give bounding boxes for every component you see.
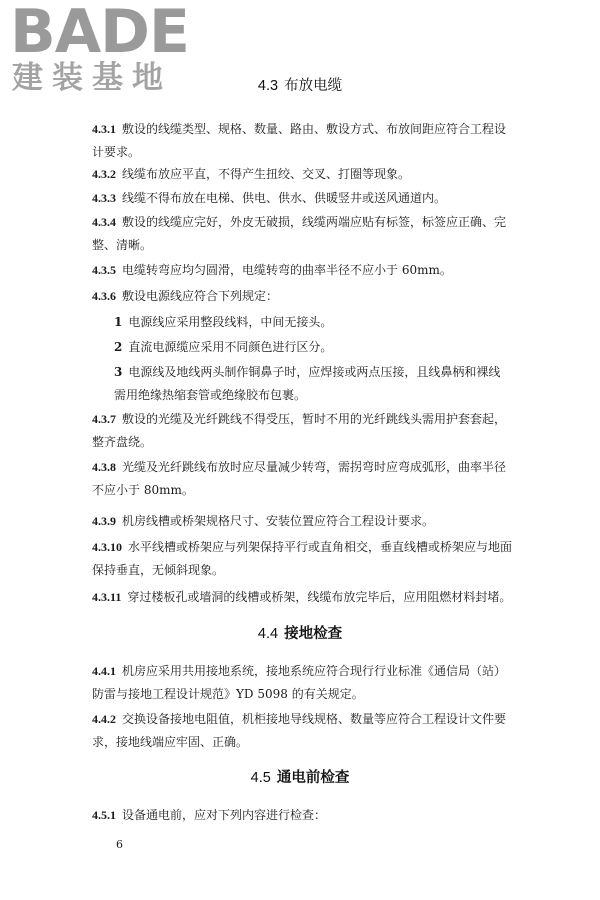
- section-title-text: 通电前检查: [276, 769, 350, 786]
- item-text: 直流电源缆应采用不同颜色进行区分。: [128, 340, 333, 354]
- clause-4-3-6-item-2: [114, 336, 512, 359]
- section-title-text: 布放电缆: [284, 78, 343, 94]
- clause-4-3-11: [92, 586, 512, 609]
- clause-number: 4.3.1: [92, 122, 116, 136]
- logo-wordmark: BADE: [10, 0, 189, 67]
- clause-4-3-6: [92, 285, 512, 308]
- clause-text: 电缆转弯应均匀圆滑，电缆转弯的曲率半径不应小于 60mm。: [122, 263, 452, 277]
- clause-text: 敷设的光缆及光纤跳线不得受压，暂时不用的光纤跳线头需用护套套起，整齐盘绕。: [92, 412, 507, 449]
- clause-text: 光缆及光纤跳线布放时应尽量减少转弯，需拐弯时应弯成弧形，曲率半径不应小于 80mm。: [92, 460, 507, 497]
- clause-number: 4.5.1: [92, 808, 116, 822]
- clause-4-3-4: [92, 211, 512, 256]
- clause-text: 穿过楼板孔或墙洞的线槽或桥架，线缆布放完毕后，应用阻燃材料封堵。: [127, 590, 512, 604]
- clause-number: 4.3.2: [92, 167, 116, 181]
- clause-4-5-1: [92, 804, 512, 827]
- section-title-4-5: [0, 768, 600, 788]
- clause-number: 4.3.8: [92, 460, 116, 474]
- clause-text: 机房应采用共用接地系统，接地系统应符合现行行业标准《通信局（站）防雷与接地工程设计规范》YD 5098 的有关规定。: [92, 664, 507, 701]
- page-number: 6: [116, 838, 123, 851]
- clause-number: 4.3.4: [92, 215, 116, 229]
- section-number: 4.4: [257, 626, 279, 642]
- item-text: 电源线应采用整段线料，中间无接头。: [128, 315, 333, 329]
- clause-4-3-9: [92, 510, 512, 533]
- clause-4-3-7: [92, 408, 512, 453]
- item-number: 1: [114, 315, 123, 329]
- logo-chinese-text: 建装基地: [12, 60, 172, 96]
- clause-4-3-8: [92, 456, 512, 501]
- clause-4-4-2: [92, 708, 512, 753]
- clause-text: 交换设备接地电阻值，机柜接地导线规格、数量等应符合工程设计文件要求，接地线端应牢固、正确。: [92, 712, 507, 749]
- section-number: 4.3: [257, 78, 279, 94]
- clause-text: 敷设的线缆类型、规格、数量、路由、敷设方式、布放间距应符合工程设计要求。: [92, 122, 507, 159]
- clause-number: 4.3.7: [92, 412, 116, 426]
- clause-number: 4.3.10: [92, 540, 122, 554]
- clause-number: 4.4.2: [92, 712, 116, 726]
- clause-4-3-1: [92, 118, 512, 163]
- clause-number: 4.3.9: [92, 514, 116, 528]
- section-title-text: 接地检查: [284, 625, 343, 642]
- clause-text: 线缆布放应平直，不得产生扭绞、交叉、打圈等现象。: [122, 167, 411, 181]
- item-text: 电源线及地线两头制作铜鼻子时，应焊接或两点压接，且线鼻柄和裸线需用绝缘热缩套管或绝缘胶布包裹。: [114, 365, 501, 402]
- clause-4-3-3: [92, 187, 512, 210]
- clause-text: 敷设电源线应符合下列规定：: [122, 289, 279, 303]
- clause-text: 水平线槽或桥架应与列架保持平行或直角相交，垂直线槽或桥架应与地面保持垂直，无倾斜现象。: [92, 540, 513, 577]
- clause-4-3-6-item-3: [114, 361, 512, 406]
- section-title-4-3: [0, 76, 600, 96]
- clause-text: 设备通电前，应对下列内容进行检查：: [122, 808, 327, 822]
- clause-4-3-5: [92, 259, 512, 282]
- section-title-4-4: [0, 624, 600, 644]
- item-number: 3: [114, 365, 123, 379]
- clause-text: 线缆不得布放在电梯、供电、供水、供暖竖井或送风通道内。: [122, 191, 447, 205]
- clause-number: 4.3.11: [92, 590, 122, 604]
- clause-number: 4.3.3: [92, 191, 116, 205]
- clause-4-3-6-item-1: [114, 311, 512, 334]
- clause-text: 机房线槽或桥架规格尺寸、安装位置应符合工程设计要求。: [122, 514, 435, 528]
- clause-4-3-10: [92, 536, 512, 581]
- clause-4-3-2: [92, 163, 512, 186]
- section-number: 4.5: [250, 770, 271, 786]
- clause-number: 4.3.5: [92, 263, 116, 277]
- clause-4-4-1: [92, 660, 512, 705]
- clause-number: 4.3.6: [92, 289, 116, 303]
- item-number: 2: [114, 340, 123, 354]
- clause-text: 敷设的线缆应完好，外皮无破损，线缆两端应贴有标签，标签应正确、完整、清晰。: [92, 215, 507, 252]
- clause-number: 4.4.1: [92, 664, 116, 678]
